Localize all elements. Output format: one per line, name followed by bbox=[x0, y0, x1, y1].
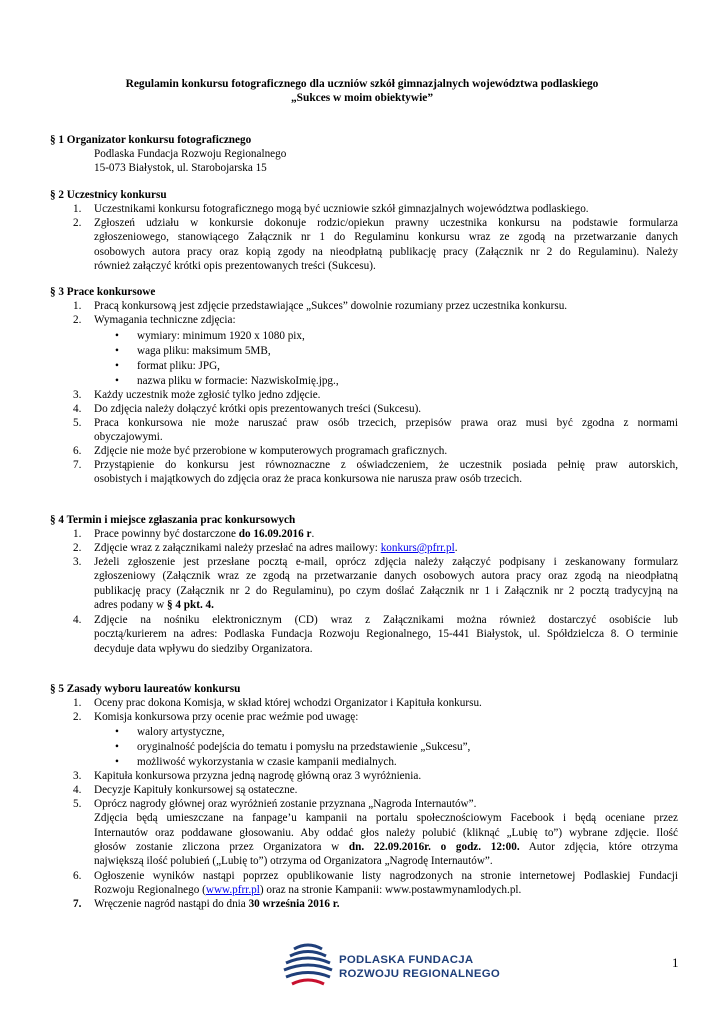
section-2-heading: § 2 Uczestnicy konkursu bbox=[50, 189, 167, 201]
list-number: 5. bbox=[73, 417, 82, 429]
logo-text-line2: ROZWOJU REGIONALNEGO bbox=[339, 968, 501, 980]
line: Każdy uczestnik może zgłosić tylko jedno zdjęcie. bbox=[94, 389, 321, 401]
line: Wymagania techniczne zdjęcia: bbox=[94, 314, 236, 326]
line: Do zdjęcia należy dołączyć krótki opis prezentowanych treści (Sukcesu). bbox=[94, 403, 422, 415]
list-number: 2. bbox=[73, 217, 82, 229]
text: Prace powinny być dostarczone bbox=[94, 528, 239, 540]
list-number: 1. bbox=[73, 528, 82, 540]
list-item bbox=[94, 416, 678, 445]
text: głosów zostanie zliczona przez Organizatora w bbox=[94, 840, 349, 853]
list-number: 5. bbox=[73, 798, 82, 810]
email-link[interactable]: konkurs@pfrr.pl bbox=[380, 542, 455, 554]
list-item bbox=[94, 402, 678, 416]
bullet-icon: • bbox=[115, 360, 119, 372]
list-item bbox=[94, 555, 678, 612]
list-item bbox=[94, 216, 678, 273]
line: Decyzje Kapituły konkursowej są ostateczne. bbox=[94, 784, 298, 796]
text: Wręczenie nagród nastąpi do dnia bbox=[94, 898, 249, 910]
text: Autor zdjęcia, które otrzyma bbox=[519, 840, 679, 853]
list-number: 2. bbox=[73, 314, 82, 326]
text: adres podany w bbox=[94, 598, 168, 611]
list-item bbox=[94, 869, 678, 898]
line bbox=[94, 883, 678, 897]
list-number: 4. bbox=[73, 784, 82, 796]
bullet-item: walory artystyczne, bbox=[137, 726, 225, 738]
foundation-logo bbox=[282, 941, 501, 991]
line bbox=[94, 897, 678, 911]
list-item bbox=[94, 613, 678, 656]
list-item bbox=[94, 202, 678, 216]
list-number: 7. bbox=[73, 898, 82, 910]
bullet-icon: • bbox=[115, 375, 119, 387]
website-link[interactable]: www.pfrr.pl bbox=[205, 884, 260, 897]
list-item bbox=[94, 696, 678, 710]
document-title-line2: „Sukces w moim obiektywie” bbox=[290, 92, 434, 104]
bullet-icon: • bbox=[115, 741, 119, 753]
list-item bbox=[94, 458, 678, 487]
line: decyduje data wpływu do siedziby Organizatora. bbox=[94, 642, 313, 655]
line: Zdjęcie na nośniku elektronicznym (CD) wraz z Załącznikami można również dostarczyć osobiście lub bbox=[94, 614, 678, 626]
text: Rozwoju Regionalnego ( bbox=[94, 884, 206, 897]
list-item bbox=[94, 783, 678, 797]
list-number: 3. bbox=[73, 770, 82, 782]
line: Kapituła konkursowa przyzna jedną nagrodę główną oraz 3 wyróżnienia. bbox=[94, 770, 422, 782]
line: osobistych i majątkowych do zdjęcia oraz że praca konkursowa nie narusza praw osób trzecich. bbox=[94, 473, 523, 486]
line: Zgłoszeń udziału w konkursie dokonuje rodzic/opiekun prawny uczestnika konkursu na podstawie formularza bbox=[94, 217, 678, 229]
section-3-heading: § 3 Prace konkursowe bbox=[50, 286, 156, 298]
vote-count-date: dn. 22.09.2016r. o godz. 12:00. bbox=[348, 840, 520, 853]
list-item bbox=[94, 710, 678, 724]
line bbox=[94, 541, 678, 555]
list-item bbox=[94, 527, 678, 541]
line: zgłoszeniowego, stanowiącego Załącznik nr 1 do Regulaminu konkursu wraz ze zgodą na przetwarzanie danych bbox=[94, 231, 678, 244]
list-number: 2. bbox=[73, 542, 82, 554]
list-item bbox=[94, 313, 678, 327]
text: . bbox=[454, 542, 458, 554]
line: Komisja konkursowa przy ocenie prac weźmie pod uwagę: bbox=[94, 711, 359, 723]
list-number: 4. bbox=[73, 403, 82, 415]
section-1-heading: § 1 Organizator konkursu fotograficznego bbox=[50, 134, 252, 146]
line: osobowych autora pracy oraz kopią zgody na nieodpłatną publikację pracy (Załącznik nr 2 do Regulaminu). Należy bbox=[94, 245, 678, 258]
deadline-date: do 16.09.2016 r bbox=[238, 528, 312, 540]
line: pocztą/kurierem na adres: Podlaska Fundacja Rozwoju Regionalnego, 15-441 Białystok, ul. Spółdzielcza 8. O terminie bbox=[94, 628, 678, 641]
list-number: 6. bbox=[73, 870, 82, 882]
line: również załączyć krótki opis prezentowanych treści (Sukcesu). bbox=[94, 259, 376, 272]
list-number: 4. bbox=[73, 614, 82, 626]
section-5-heading: § 5 Zasady wyboru laureatów konkursu bbox=[50, 683, 241, 695]
bullet-icon: • bbox=[115, 330, 119, 342]
line: Uczestnikami konkursu fotograficznego mogą być uczniowie szkół gimnazjalnych województwa podlaskiego. bbox=[94, 203, 589, 215]
line: publikację pracy (Załącznik nr 2 do Regulaminu), po czym doślać Załącznik nr 1 i Załącznik nr 2 pocztą tradycyjną na bbox=[94, 584, 678, 597]
list-number: 1. bbox=[73, 697, 82, 709]
list-item bbox=[94, 444, 678, 458]
list-number: 3. bbox=[73, 389, 82, 401]
list-item bbox=[94, 388, 678, 402]
bullet-item: format pliku: JPG, bbox=[137, 360, 220, 372]
line: obyczajowymi. bbox=[94, 431, 163, 444]
page-number: 1 bbox=[672, 955, 679, 970]
document-title-line1: Regulamin konkursu fotograficznego dla uczniów szkół gimnazjalnych województwa podlaskiego bbox=[125, 78, 599, 90]
line: Ogłoszenie wyników nastąpi poprzez opublikowanie listy nagrodzonych na stronie internetowej Podlaskiej Fundacji bbox=[94, 870, 678, 882]
line: Jeżeli zgłoszenie jest przesłane pocztą e-mail, oprócz zdjęcia należy załączyć podpisany i zeskanowany formularz bbox=[94, 556, 678, 568]
bullet-icon: • bbox=[115, 726, 119, 738]
bullet-icon: • bbox=[115, 345, 119, 357]
list-number: 3. bbox=[73, 556, 82, 568]
bullet-item: waga pliku: maksimum 5MB, bbox=[137, 345, 271, 357]
list-item bbox=[94, 769, 678, 783]
reference: § 4 pkt. 4. bbox=[167, 598, 214, 611]
line: zgłoszeniowy (Załącznik wraz ze zgodą na przetwarzanie danych osobowych autora pracy oraz zgodą na nieodpłatną bbox=[94, 570, 678, 583]
line bbox=[94, 527, 678, 541]
organizer-name: Podlaska Fundacja Rozwoju Regionalnego bbox=[94, 148, 287, 160]
list-item bbox=[94, 299, 678, 313]
line: największą ilość polubień („Lubię to”) otrzyma od Organizatora „Nagrodę Internautów”. bbox=[94, 855, 493, 868]
bullet-item: możliwość wykorzystania w czasie kampanii medialnych. bbox=[137, 756, 397, 768]
line: Oceny prac dokona Komisja, w skład której wchodzi Organizator i Kapituła konkursu. bbox=[94, 697, 482, 709]
bullet-item: nazwa pliku w formacie: NazwiskoImię.jpg., bbox=[137, 375, 339, 387]
list-number: 7. bbox=[73, 459, 82, 471]
line: Internautów oraz poddawane głosowaniu. Aby oddać głos należy polubić (kliknąć „Lubię to”) wybrane zdjęcie. Ilość bbox=[94, 826, 678, 839]
line: Przystąpienie do konkursu jest równoznaczne z oświadczeniem, że uczestnik posiada pełnię praw autorskich, bbox=[94, 459, 678, 471]
list-item bbox=[94, 541, 678, 555]
bullet-item: oryginalność podejścia do tematu i pomysłu na przedstawienie „Sukcesu”, bbox=[137, 741, 471, 753]
text: ) oraz na stronie Kampanii: www.postawmynamlodych.pl. bbox=[259, 884, 522, 897]
award-date: 30 września 2016 r. bbox=[248, 898, 340, 910]
bullet-icon: • bbox=[115, 756, 119, 768]
line bbox=[94, 598, 678, 612]
list-number: 6. bbox=[73, 445, 82, 457]
list-item bbox=[94, 897, 678, 911]
line: Praca konkursowa nie może naruszać praw osób trzecich, przepisów prawa oraz musi być zgodna z normami bbox=[94, 417, 678, 429]
text: . bbox=[311, 528, 315, 540]
line: Pracą konkursową jest zdjęcie przedstawiające „Sukces” dowolnie rozumiany przez uczestnika konkursu. bbox=[94, 300, 568, 312]
list-number: 1. bbox=[73, 300, 82, 312]
section-4-heading: § 4 Termin i miejsce zgłaszania prac konkursowych bbox=[50, 514, 296, 526]
line bbox=[94, 840, 678, 854]
foundation-emblem-icon bbox=[282, 941, 338, 991]
line: Zdjęcia będą umieszczane na fanpage’u kampanii na portalu społecznościowym Facebook i będą oceniane przez bbox=[94, 812, 678, 825]
bullet-item: wymiary: minimum 1920 x 1080 pix, bbox=[137, 330, 305, 342]
list-item bbox=[94, 797, 678, 868]
list-number: 2. bbox=[73, 711, 82, 723]
list-number: 1. bbox=[73, 203, 82, 215]
text: Zdjęcie wraz z załącznikami należy przesłać na adres mailowy: bbox=[94, 542, 381, 554]
logo-text-line1: PODLASKA FUNDACJA bbox=[339, 954, 474, 966]
line: Oprócz nagrody głównej oraz wyróżnień zostanie przyznana „Nagroda Internautów”. bbox=[94, 798, 477, 810]
organizer-address: 15-073 Białystok, ul. Starobojarska 15 bbox=[94, 162, 267, 174]
line: Zdjęcie nie może być przerobione w komputerowych programach graficznych. bbox=[94, 445, 448, 457]
